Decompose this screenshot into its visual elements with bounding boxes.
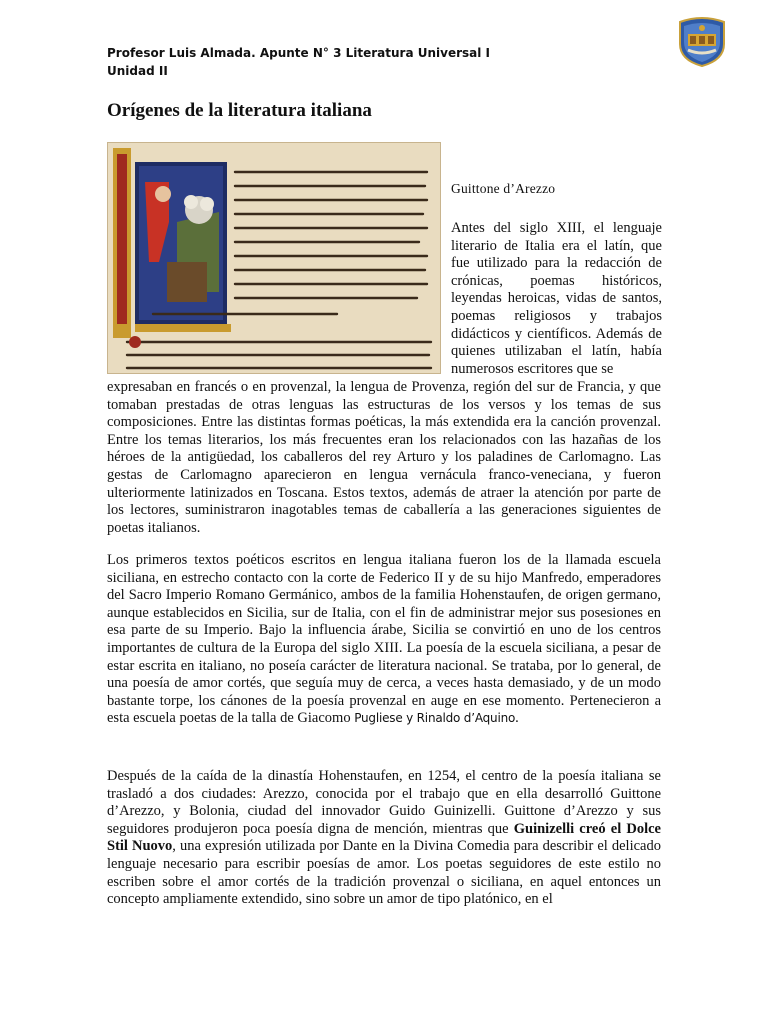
- paragraph-dolce-stil-nuovo: [107, 768, 661, 909]
- paragraph-part1: Después de la caída de la dinastía Hohenstaufen, en 1254, el centro de la poesía italiana se trasladó a dos ciudades: Arezzo, conocida por el trabajo que en ella desarrolló Guittone d’Arezzo, y Bolonia, ciudad del innovador Guido Guinizelli. Guittone d’Arezzo y sus seguidores produjeron poca poesía digna de mención, mientras que: [107, 768, 661, 837]
- page-title: Orígenes de la literatura italiana: [107, 100, 372, 121]
- document-header: [107, 44, 490, 80]
- paragraph-provenzal: expresaban en francés o en provenzal, la lengua de Provenza, región del sur de Francia, y que tomaban prestadas de otras lenguas las estructuras de los versos y los temas de sus composiciones. Entre las distintas formas poéticas, la más extendida era la canción provenzal. Entre los temas literarios, los más frecuentes eran los relacionados con las hazañas de los héroes de la antigüedad, los caballeros del rey Arturo y los paladines de Carlomagno. Las gestas de Carlomagno aparecieron en lengua vernácula franco-veneciana, y fueron ulteriormente latinizados en Toscana. Estos textos, además de atraer la atención por parte de los lectores, suministraron inagotables temas de caballería a las generaciones siguientes de poetas italianos.: [107, 379, 661, 536]
- intro-paragraph: Antes del siglo XIII, el lenguaje literario de Italia era el latín, que fue utilizado para la redacción de crónicas, poemas históricos, leyendas heroicas, vidas de santos, poemas religiosos y trabajos didácticos y científicos. Además de quienes utilizaban el latín, había numerosos escritores que se: [451, 220, 662, 377]
- header-course-line: Profesor Luis Almada. Apunte N° 3 Literatura Universal I: [107, 46, 491, 60]
- paragraph-text: Los primeros textos poéticos escritos en lengua italiana fueron los de la llamada escuela siciliana, en estrecho contacto con la corte de Federico II y de su hijo Manfredo, emperadores del Sacro Imperio Romano Germánico, ambos de la familia Hohenstaufen, de origen germano, aunque establecidos en Sicilia, sur de Italia, con el fin de administrar mejor sus posesiones en esa parte de su Imperio. Bajo la influencia árabe, Sicilia se convirtió en uno de los centros importantes de cultura de la Europa del siglo XIII. La poesía de la escuela siciliana, a pesar de estar escrita en italiano, no poseía carácter de literatura nacional. Se trataba, por lo general, de una poesía de amor cortés, que seguía muy de cerca, a veces hasta demasiado, y de un modo bastante torpe, los cánones de la poesía provenzal en auge en ese momento. Pertenecieron a esta escuela poetas de la talla de Giacomo: [107, 552, 661, 727]
- header-unit-line: Unidad II: [107, 64, 168, 78]
- illuminated-manuscript-image: [107, 142, 441, 374]
- paragraph-end: .: [515, 710, 519, 727]
- bold-phrase: Guinizelli creó el Dolce Stil Nuovo: [107, 820, 661, 855]
- image-caption: Guittone d’Arezzo: [451, 181, 556, 196]
- paragraph-escuela-siciliana: [107, 552, 661, 728]
- poet-names: Pugliese y Rinaldo d’Aquino: [354, 711, 516, 726]
- school-crest-icon: [674, 16, 730, 68]
- paragraph-part2: , una expresión utilizada por Dante en la Divina Comedia para describir el delicado lenguaje necesario para escribir poesías de amor. Los poetas seguidores de este estilo no escriben sobre el amor cortés de la tradición provenzal o siciliana, en aquel entonces un concepto ampliamente extendido, sino sobre un amor de tipo platónico, en el: [107, 838, 661, 908]
